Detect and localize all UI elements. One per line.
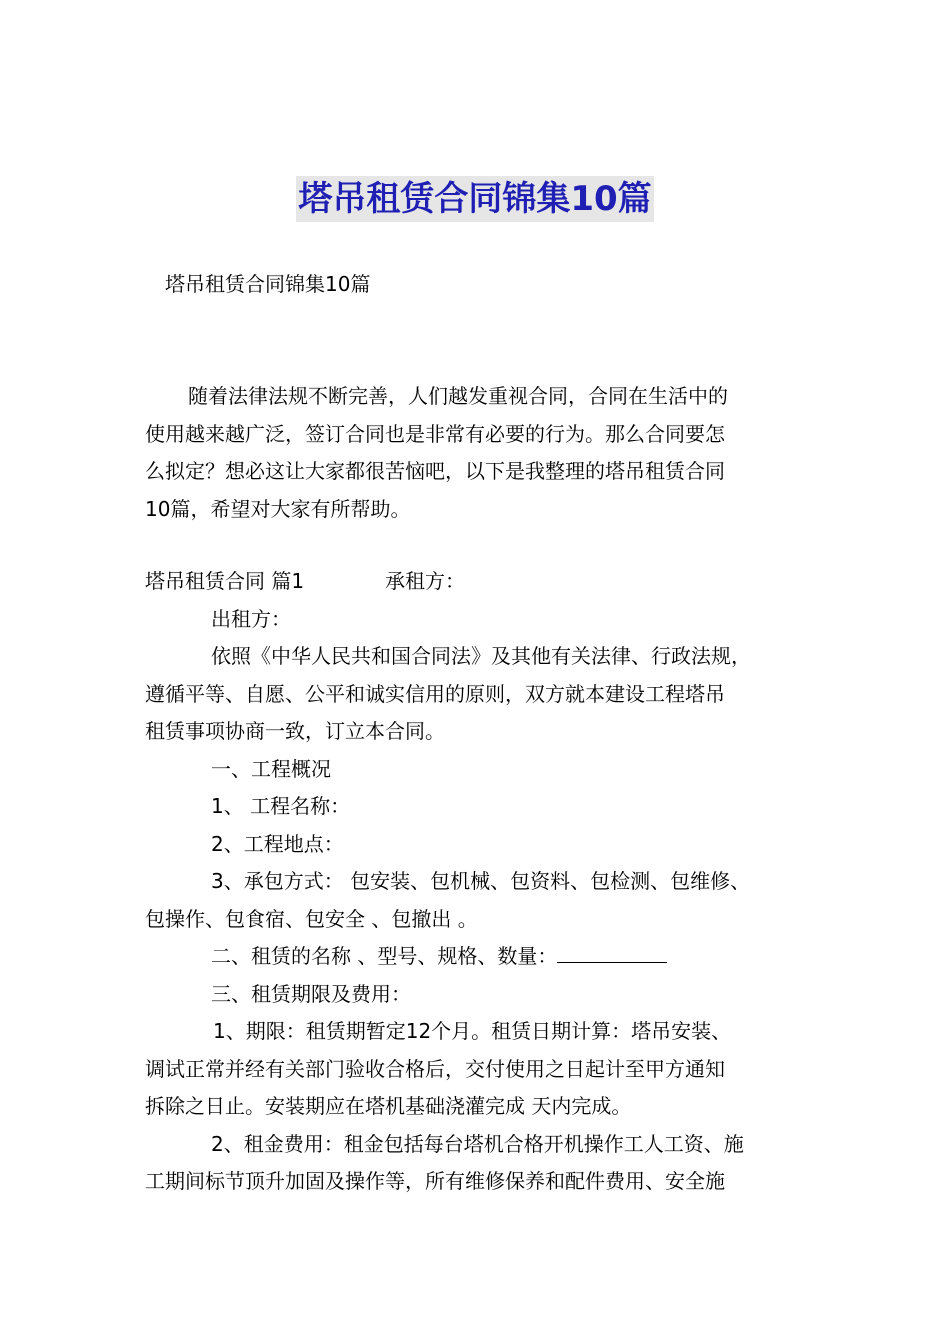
title-container	[0, 176, 950, 222]
item-1-2: 2、工程地点：	[211, 831, 344, 856]
item-3-1-line: 1、期限：租赁期暂定12个月。租赁日期计算：塔吊安装、	[213, 1019, 732, 1043]
item-3-2-line: 2、租金费用：租金包括每台塔机合格开机操作工人工资、施	[211, 1131, 744, 1156]
section-heading-3: 三、租赁期限及费用：	[211, 981, 411, 1006]
contract-heading-row	[145, 563, 815, 601]
section-heading-2	[145, 938, 815, 976]
intro-line: 使用越来越广泛，签订合同也是非常有必要的行为。那么合同要怎	[145, 421, 725, 446]
intro-line: 随着法律法规不断完善，人们越发重视合同，合同在生活中的	[188, 384, 728, 408]
document-title: 塔吊租赁合同锦集10篇	[296, 176, 653, 222]
intro-paragraph	[145, 378, 815, 528]
lessee-label: 承租方：	[385, 569, 465, 593]
intro-line: 么拟定？想必这让大家都很苦恼吧，以下是我整理的塔吊租赁合同	[145, 459, 725, 483]
lessor-label: 出租方：	[211, 606, 291, 631]
contract-heading: 塔吊租赁合同 篇1	[145, 569, 305, 593]
section-heading-1: 一、工程概况	[211, 756, 331, 781]
section-2-text: 二、租赁的名称 、型号、规格、数量：	[211, 944, 558, 968]
document-subtitle: 塔吊租赁合同锦集10篇	[165, 272, 371, 296]
item-3-2-line: 工期间标节顶升加固及操作等，所有维修保养和配件费用、安全施	[145, 1169, 725, 1193]
preamble-line: 遵循平等、自愿、公平和诚实信用的原则，双方就本建设工程塔吊	[145, 681, 725, 706]
fill-in-blank	[557, 940, 667, 963]
item-1-1: 1、 工程名称：	[211, 794, 351, 818]
preamble-line: 依照《中华人民共和国合同法》及其他有关法律、行政法规，	[211, 644, 751, 668]
intro-line: 10篇，希望对大家有所帮助。	[145, 496, 411, 521]
preamble-line: 租赁事项协商一致，订立本合同。	[145, 719, 445, 743]
item-1-3-line: 3、承包方式： 包安装、包机械、包资料、包检测、包维修、	[211, 869, 751, 893]
item-1-3-line: 包操作、包食宿、包安全 、包撤出 。	[145, 906, 478, 931]
contract-section	[145, 563, 815, 1201]
item-3-1-line: 拆除之日止。安装期应在塔机基础浇灌完成 天内完成。	[145, 1094, 632, 1118]
item-3-1-line: 调试正常并经有关部门验收合格后，交付使用之日起计至甲方通知	[145, 1056, 725, 1081]
